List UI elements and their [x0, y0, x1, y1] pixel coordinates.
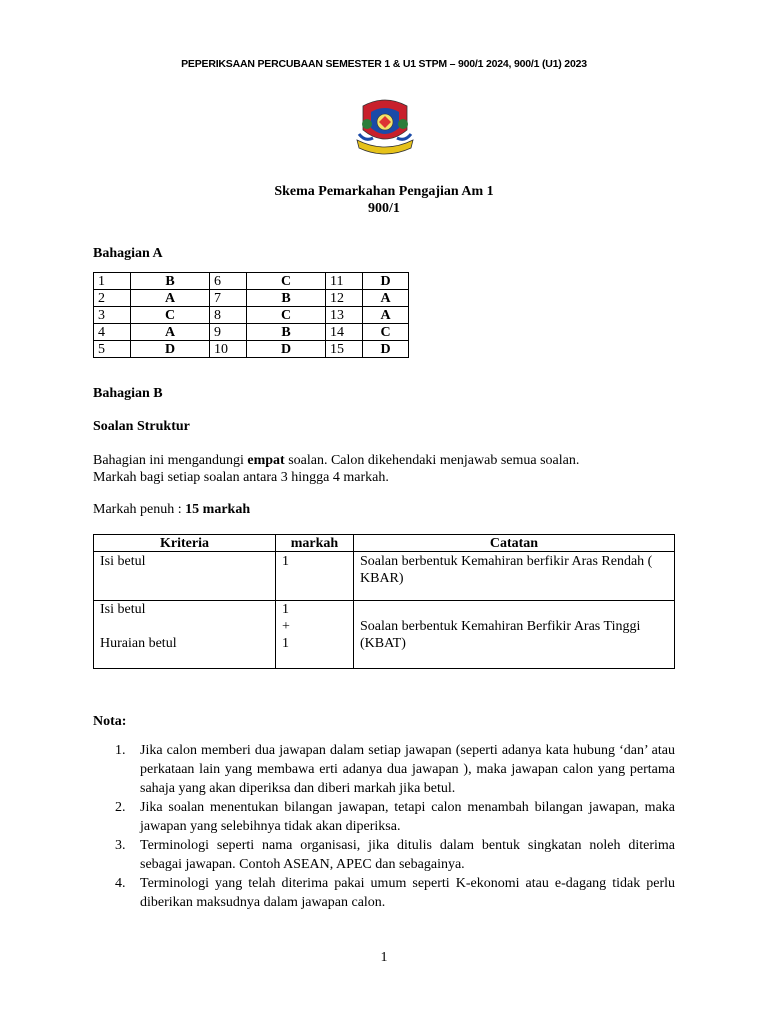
criteria-markah: [276, 601, 354, 669]
answer-letter: D: [247, 341, 326, 358]
answer-row: [94, 307, 409, 324]
question-number: 11: [326, 273, 363, 290]
full-marks-label: Markah penuh :: [93, 502, 186, 517]
question-number: 9: [210, 324, 247, 341]
criteria-kriteria: Isi betul: [94, 552, 276, 601]
note-number: 4.: [115, 876, 126, 891]
answer-letter: D: [363, 273, 409, 290]
intro-post: soalan. Calon dikehendaki menjawab semua soalan.: [284, 453, 580, 468]
answer-letter: B: [131, 273, 210, 290]
exam-header: PEPERIKSAAN PERCUBAAN SEMESTER 1 & U1 STPM – 900/1 2024, 900/1 (U1) 2023: [181, 58, 587, 70]
full-marks-value: 15 markah: [185, 502, 251, 517]
note-item: [112, 874, 675, 912]
criteria-row: [94, 601, 675, 669]
section-a-answer-table: [93, 272, 409, 358]
answer-letter: C: [131, 307, 210, 324]
answer-letter: A: [363, 290, 409, 307]
question-number: 2: [94, 290, 131, 307]
question-number: 6: [210, 273, 247, 290]
note-text: Terminologi yang telah diterima pakai umum seperti K-ekonomi atau e-dagang tidak perlu diberikan maksudnya dalam jawapan calon.: [140, 876, 675, 910]
criteria-kriteria: [94, 601, 276, 669]
answer-row: [94, 341, 409, 358]
note-number: 3.: [115, 838, 126, 853]
section-a-heading: Bahagian A: [93, 246, 163, 261]
note-text: Terminologi seperti nama organisasi, jika ditulis dalam bentuk singkatan noleh diterima sebagai jawapan. Contoh ASEAN, APEC dan sebagainya.: [140, 838, 675, 872]
answer-letter: A: [363, 307, 409, 324]
title-line-1: Skema Pemarkahan Pengajian Am 1: [274, 184, 494, 199]
question-number: 7: [210, 290, 247, 307]
question-number: 4: [94, 324, 131, 341]
answer-row: [94, 324, 409, 341]
answer-letter: C: [247, 273, 326, 290]
question-number: 5: [94, 341, 131, 358]
markah-1: 1: [282, 602, 289, 617]
question-number: 12: [326, 290, 363, 307]
kriteria-huraian: Huraian betul: [100, 636, 177, 651]
kriteria-isi: Isi betul: [100, 602, 146, 617]
criteria-markah: 1: [276, 552, 354, 601]
section-b-intro: [93, 452, 579, 469]
answer-letter: D: [363, 341, 409, 358]
question-number: 10: [210, 341, 247, 358]
answer-letter: C: [363, 324, 409, 341]
question-number: 8: [210, 307, 247, 324]
note-text: Jika soalan menentukan bilangan jawapan, tetapi calon menambah bilangan jawapan, maka jawapan yang selebihnya tidak akan diperiksa.: [140, 800, 675, 834]
header-catatan: Catatan: [354, 535, 675, 552]
answer-letter: B: [247, 290, 326, 307]
note-number: 2.: [115, 800, 126, 815]
question-number: 13: [326, 307, 363, 324]
question-number: 15: [326, 341, 363, 358]
markah-2: 1: [282, 636, 289, 651]
answer-letter: A: [131, 290, 210, 307]
intro-pre: Bahagian ini mengandungi: [93, 453, 248, 468]
question-number: 1: [94, 273, 131, 290]
title-line-2: 900/1: [368, 201, 400, 216]
answer-letter: A: [131, 324, 210, 341]
note-text: Jika calon memberi dua jawapan dalam setiap jawapan (seperti adanya kata hubung ‘dan’ atau perkataan lain yang membawa erti adanya dua jawapan ), maka jawapan calon yang pertama sahaja yang akan diperiksa dan diberi markah jika betul.: [140, 743, 675, 796]
criteria-table-header-row: [94, 535, 675, 552]
criteria-table: [93, 534, 675, 669]
section-b-heading: Bahagian B: [93, 386, 163, 401]
header-markah: markah: [276, 535, 354, 552]
page-number: 1: [380, 950, 388, 965]
full-marks: [93, 501, 250, 518]
notes-list: [112, 741, 675, 912]
note-number: 1.: [115, 743, 126, 758]
note-item: [112, 741, 675, 798]
notes-heading: Nota:: [93, 714, 127, 729]
answer-letter: D: [131, 341, 210, 358]
note-item: [112, 836, 675, 874]
intro-bold: empat: [247, 453, 285, 468]
school-crest-logo: [349, 92, 421, 160]
header-kriteria: Kriteria: [94, 535, 276, 552]
question-number: 14: [326, 324, 363, 341]
criteria-row: [94, 552, 675, 601]
markah-plus: +: [282, 619, 290, 634]
question-number: 3: [94, 307, 131, 324]
note-item: [112, 798, 675, 836]
answer-letter: C: [247, 307, 326, 324]
answer-letter: B: [247, 324, 326, 341]
section-b-subheading: Soalan Struktur: [93, 419, 190, 434]
answer-row: [94, 290, 409, 307]
criteria-catatan: Soalan berbentuk Kemahiran Berfikir Aras Tinggi (KBAT): [354, 601, 675, 669]
section-b-intro-line2: Markah bagi setiap soalan antara 3 hingga 4 markah.: [93, 470, 389, 485]
answer-row: [94, 273, 409, 290]
criteria-catatan: Soalan berbentuk Kemahiran berfikir Aras Rendah ( KBAR): [354, 552, 675, 601]
document-title: [0, 183, 768, 217]
